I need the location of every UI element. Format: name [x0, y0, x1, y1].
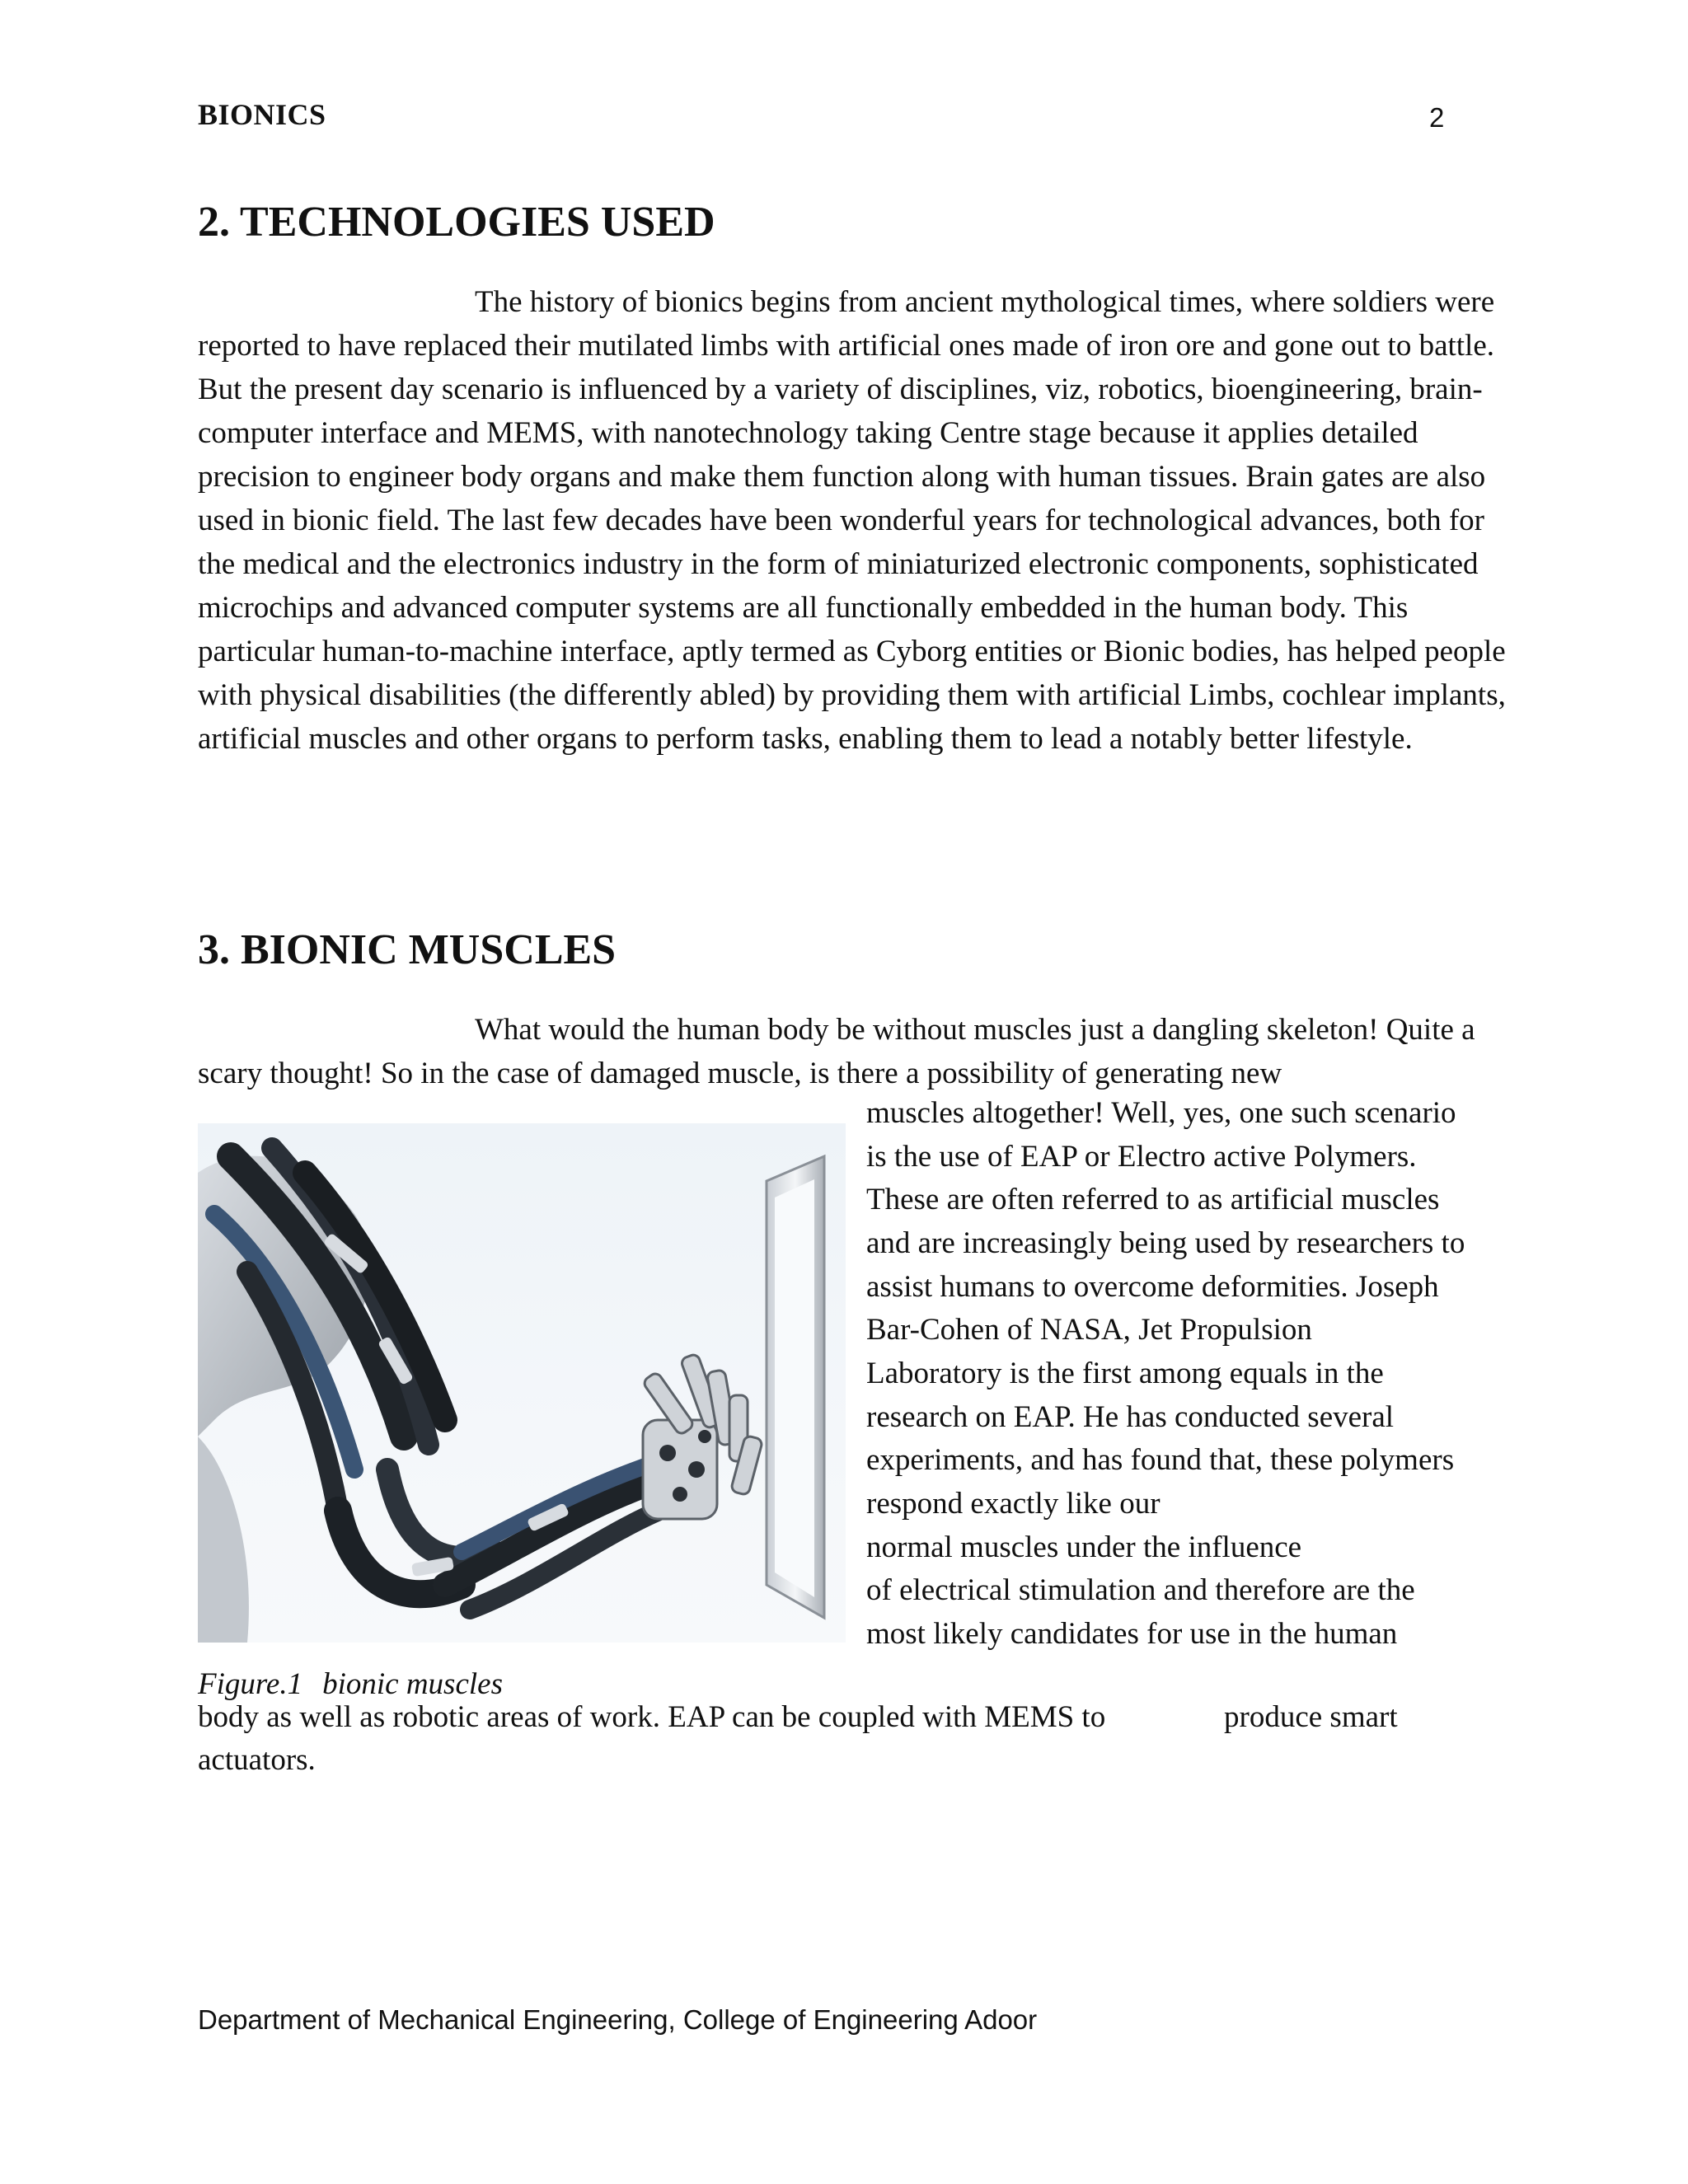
wrap-line: and are increasingly being used by researchers to	[866, 1226, 1465, 1260]
page-footer: Department of Mechanical Engineering, College of Engineering Adoor	[198, 2004, 1038, 2035]
section-heading-technologies: 2. TECHNOLOGIES USED	[198, 199, 715, 246]
wrap-line: respond exactly like our	[866, 1487, 1160, 1521]
figure-label: Figure.1	[198, 1667, 303, 1701]
figure-caption	[198, 1666, 503, 1702]
wrap-line: normal muscles under the influence	[866, 1530, 1302, 1564]
wrap-line: Bar-Cohen of NASA, Jet Propulsion	[866, 1313, 1312, 1347]
paragraph-muscles-intro-text: What would the human body be without muscles just a dangling skeleton! Quite a scary thought! So in the case of damaged muscle, is there a possibility of generating new	[198, 1013, 1475, 1090]
figure-caption-text: bionic muscles	[322, 1667, 503, 1701]
wrap-line: most likely candidates for use in the human	[866, 1617, 1398, 1651]
figure-bionic-muscles-image	[198, 1123, 846, 1643]
wrap-line: is the use of EAP or Electro active Polymers.	[866, 1140, 1417, 1174]
wrap-line: experiments, and has found that, these polymers	[866, 1443, 1455, 1477]
wrap-line: of electrical stimulation and therefore are the	[866, 1573, 1415, 1607]
wrap-line: These are often referred to as artificial muscles	[866, 1183, 1440, 1216]
running-header-title: BIONICS	[198, 98, 326, 131]
wrap-line: research on EAP. He has conducted several	[866, 1400, 1395, 1434]
wrap-line: Laboratory is the first among equals in the	[866, 1357, 1384, 1390]
paragraph-muscles-intro	[198, 1008, 1525, 1095]
closing-line-part-b: produce smart	[1224, 1700, 1398, 1734]
closing-line-2: actuators.	[198, 1743, 316, 1777]
paragraph-technologies-text: The history of bionics begins from ancient mythological times, where soldiers were reported to have replaced their mutilated limbs with artificial ones made of iron ore and gone out to battle. But the present day scenario is influenced by a variety of disciplines, viz, robotics, bioengineering, brain-computer interface and MEMS, with nanotechnology taking Centre stage because it applies detailed precision to engineer body organs and make them function along with human tissues. Brain gates are also used in bionic field. The last few decades have been wonderful years for technological advances, both for the medical and the electronics industry in the form of miniaturized electronic components, sophisticated microchips and advanced computer systems are all functionally embedded in the human body. This particular human-to-machine interface, aptly termed as Cyborg entities or Bionic bodies, has helped people with physical disabilities (the differently abled) by providing them with artificial Limbs, cochlear implants, artificial muscles and other organs to perform tasks, enabling them to lead a notably better lifestyle.	[198, 285, 1506, 756]
closing-line-part-a: body as well as robotic areas of work. EAP can be coupled with MEMS to	[198, 1700, 1106, 1734]
robotic-arm-illustration	[198, 1123, 846, 1643]
section-heading-bionic-muscles: 3. BIONIC MUSCLES	[198, 926, 617, 973]
wrap-line: muscles altogether! Well, yes, one such scenario	[866, 1096, 1456, 1130]
page-number: 2	[1429, 102, 1445, 133]
paragraph-technologies	[198, 280, 1525, 761]
wrap-line: assist humans to overcome deformities. Joseph	[866, 1270, 1439, 1304]
